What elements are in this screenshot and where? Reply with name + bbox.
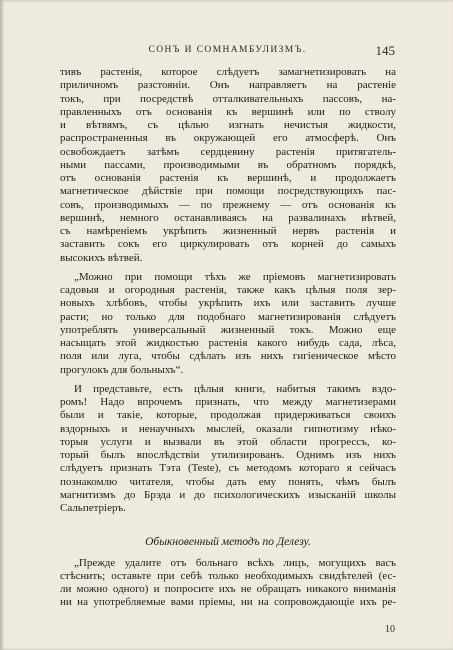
text-line: съ намѣреніемъ укрѣпить жизненный нервъ растенія и [60,225,396,237]
running-title: СОНЪ И СОМНАМБУЛИЗМЪ. [148,45,307,55]
text-line: „Можно при помощи тѣхъ же пріемовъ магнетизировать [74,270,396,283]
text-line: новыхъ хлѣбовъ, чтобы укрѣпить ихъ или заставить лучше [60,297,396,310]
page-number: 145 [375,43,395,58]
text-line: употреблять универсальный жизненный токъ. Можно еще [60,323,396,336]
text-line: токъ, при посредствѣ отталкивательныхъ пассовъ, на- [60,92,396,105]
page-body [60,66,396,610]
text-line: вершинѣ, немного останавливаясь на развалинахъ вѣтвей, [60,211,396,224]
text-line: садовыя и огородныя растенія, также какъ цѣлыя поля зер- [60,284,396,296]
signature-mark: 10 [385,624,395,635]
text-line: насыщать этой жидкостью растенія какого нибудь сада, лѣса, [60,337,396,349]
text-line: расти; но только для подобнаго магнетизированія слѣдуетъ [60,310,396,323]
text-line: стѣснить; оставьте при себѣ только необходимыхъ свидѣтелей (ес- [60,569,396,582]
section-heading: Обыкновенный методъ по Делезу. [145,536,311,549]
text-line: приличномъ разстояніи. Онъ направляетъ на растеніе [60,79,396,92]
text-line: познакомлю читателя, чтобы дать ему понять, чѣмъ былъ [60,475,396,488]
text-line: поля или луга, чтобы сдѣлать изъ нихъ гигіеническое мѣсто [60,350,396,363]
text-line: распространенныя въ окружающей его атмосферѣ. Онъ [60,132,396,145]
paragraph-4 [60,557,396,610]
text-line: правленныхъ отъ основанія къ вершинѣ или по стволу [60,105,396,118]
text-line: заставить сокъ его циркулировать отъ корней до самыхъ [60,238,396,251]
text-line: освобождаетъ затѣмъ сердцевину растенія притягатель- [60,145,396,158]
text-line: совъ, производимыхъ — по прежнему — отъ основанія къ [60,198,396,211]
text-line: ными пассами, производимыми въ обратномъ порядкѣ, [60,158,396,171]
text-line: были и такіе, которые, продолжая придерживаться своихъ [60,409,396,422]
text-line: вздорныхъ и ненаучныхъ мыслей, оказали гипнотизму нѣко- [60,422,396,435]
text-line: и вѣтвямъ, съ цѣлью изгнать нечистыя жидкости, [60,119,396,131]
paragraph-3 [60,383,396,516]
text-line: торый былъ впослѣдствіи утилизированъ. Однимъ изъ нихъ [60,449,396,461]
text-line: Сальпетріеръ. [60,502,126,514]
text-line: прогулокъ для больныхъ“. [60,363,184,376]
text-line: слѣдуетъ признать Тэта (Teste), съ методомъ котораго я сейчасъ [60,462,396,475]
text-line: магнетическое дѣйствіе при помощи посредствующихъ пас- [60,185,396,198]
text-line: „Прежде удалите отъ больнаго всѣхъ лицъ, могущихъ васъ [74,556,396,569]
text-line: отъ основанія растенія къ вершинѣ, и продолжаетъ [60,172,396,184]
paragraph-1 [60,66,396,265]
text-line: ромъ! Надо впрочемъ признать, что между магнетизерами [60,396,396,408]
text-line: тивъ растенія, которое слѣдуетъ замагнетизировать на [60,66,396,78]
paragraph-2 [60,271,396,377]
text-line: магнитизмъ до Брэда и до психологическихъ изысканій школы [60,488,396,501]
text-line: ли можно одного) и попросите ихъ не обращать никакого вниманія [60,583,396,595]
page-header [60,44,395,58]
text-line: ни на употребляемые вами пріемы, ни на сопровождающіе ихъ ре- [60,596,396,609]
text-line: высокихъ вѣтвей. [60,251,143,264]
text-line: И представьте, есть цѣлыя книги, набитыя такимъ вздо- [74,382,396,395]
text-line: торыя услуги и вызвали въ этой области прогрессъ, ко- [60,435,396,448]
